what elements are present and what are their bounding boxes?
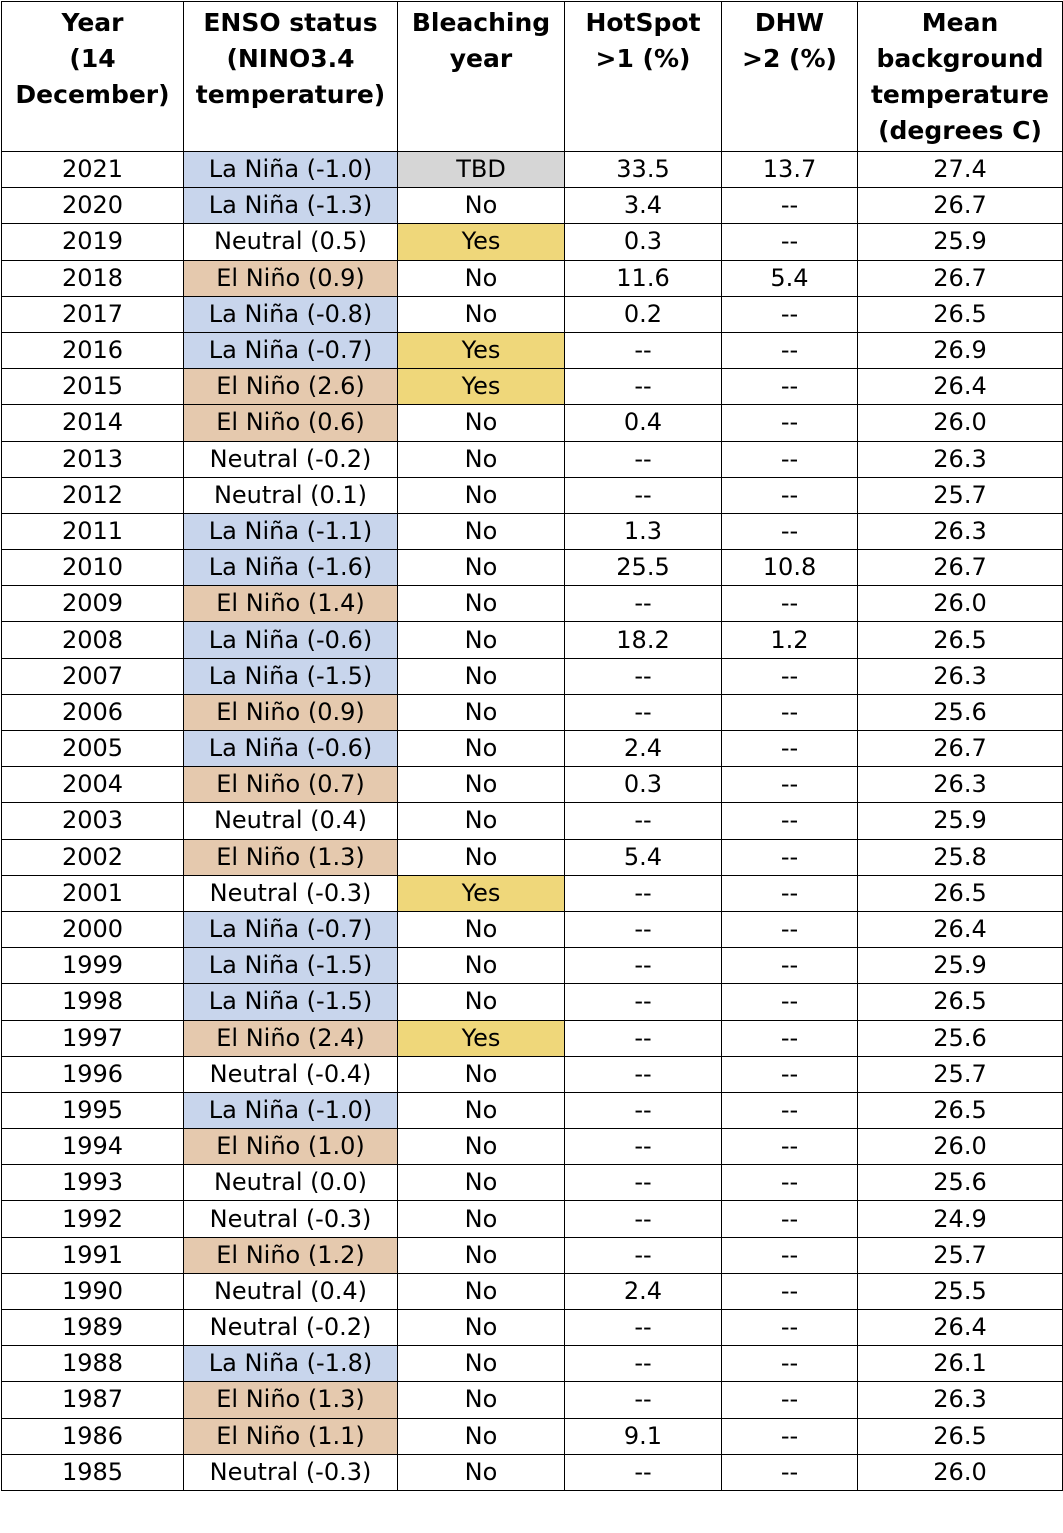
cell-dhw: -- bbox=[722, 1237, 858, 1273]
table-row bbox=[2, 658, 1063, 694]
cell-mean-temperature: 26.5 bbox=[858, 1092, 1063, 1128]
cell-dhw: -- bbox=[722, 1165, 858, 1201]
table-row bbox=[2, 1020, 1063, 1056]
cell-bleaching-year: No bbox=[398, 731, 565, 767]
cell-dhw: -- bbox=[722, 731, 858, 767]
header-line: (degrees C) bbox=[878, 116, 1042, 145]
cell-bleaching-year: No bbox=[398, 767, 565, 803]
cell-mean-temperature: 27.4 bbox=[858, 152, 1063, 188]
cell-mean-temperature: 26.7 bbox=[858, 731, 1063, 767]
cell-enso-status: Neutral (0.0) bbox=[184, 1165, 398, 1201]
cell-bleaching-year: No bbox=[398, 1346, 565, 1382]
cell-bleaching-year: No bbox=[398, 405, 565, 441]
cell-hotspot: -- bbox=[565, 803, 722, 839]
cell-mean-temperature: 26.4 bbox=[858, 369, 1063, 405]
cell-dhw: 10.8 bbox=[722, 550, 858, 586]
header-line: temperature) bbox=[195, 80, 386, 109]
cell-year: 2015 bbox=[2, 369, 184, 405]
cell-hotspot: 9.1 bbox=[565, 1418, 722, 1454]
table-row bbox=[2, 296, 1063, 332]
cell-dhw: -- bbox=[722, 658, 858, 694]
cell-bleaching-year: No bbox=[398, 550, 565, 586]
cell-enso-status: Neutral (-0.3) bbox=[184, 1454, 398, 1490]
cell-hotspot: -- bbox=[565, 911, 722, 947]
cell-year: 2002 bbox=[2, 839, 184, 875]
cell-hotspot: -- bbox=[565, 477, 722, 513]
cell-mean-temperature: 25.7 bbox=[858, 1237, 1063, 1273]
cell-bleaching-year: No bbox=[398, 1237, 565, 1273]
cell-mean-temperature: 26.0 bbox=[858, 405, 1063, 441]
table-row bbox=[2, 911, 1063, 947]
header-bleaching-year bbox=[398, 2, 565, 152]
cell-bleaching-year: No bbox=[398, 839, 565, 875]
cell-hotspot: -- bbox=[565, 441, 722, 477]
cell-bleaching-year: No bbox=[398, 586, 565, 622]
cell-mean-temperature: 26.3 bbox=[858, 1382, 1063, 1418]
cell-enso-status: El Niño (1.3) bbox=[184, 839, 398, 875]
cell-year: 1998 bbox=[2, 984, 184, 1020]
cell-year: 2006 bbox=[2, 694, 184, 730]
header-line: DHW bbox=[754, 8, 825, 37]
cell-hotspot: 18.2 bbox=[565, 622, 722, 658]
cell-mean-temperature: 26.0 bbox=[858, 586, 1063, 622]
cell-bleaching-year: No bbox=[398, 1454, 565, 1490]
cell-dhw: -- bbox=[722, 1346, 858, 1382]
cell-hotspot: -- bbox=[565, 875, 722, 911]
header-line: December) bbox=[15, 80, 170, 109]
cell-hotspot: -- bbox=[565, 1310, 722, 1346]
cell-dhw: -- bbox=[722, 1056, 858, 1092]
cell-enso-status: El Niño (2.4) bbox=[184, 1020, 398, 1056]
table-row bbox=[2, 477, 1063, 513]
cell-bleaching-year: No bbox=[398, 1418, 565, 1454]
cell-hotspot: 1.3 bbox=[565, 513, 722, 549]
cell-bleaching-year: No bbox=[398, 1129, 565, 1165]
cell-dhw: -- bbox=[722, 1454, 858, 1490]
cell-mean-temperature: 26.3 bbox=[858, 441, 1063, 477]
cell-mean-temperature: 26.0 bbox=[858, 1454, 1063, 1490]
cell-hotspot: 2.4 bbox=[565, 1273, 722, 1309]
cell-bleaching-year: No bbox=[398, 513, 565, 549]
header-dhw bbox=[722, 2, 858, 152]
cell-enso-status: La Niña (-1.5) bbox=[184, 948, 398, 984]
cell-year: 1987 bbox=[2, 1382, 184, 1418]
header-mean-temperature bbox=[858, 2, 1063, 152]
header-line: Year bbox=[61, 8, 124, 37]
table-row bbox=[2, 1237, 1063, 1273]
cell-mean-temperature: 25.6 bbox=[858, 1020, 1063, 1056]
cell-mean-temperature: 26.7 bbox=[858, 550, 1063, 586]
cell-mean-temperature: 26.5 bbox=[858, 875, 1063, 911]
cell-hotspot: -- bbox=[565, 1020, 722, 1056]
cell-year: 2020 bbox=[2, 188, 184, 224]
cell-mean-temperature: 26.4 bbox=[858, 911, 1063, 947]
cell-enso-status: Neutral (-0.3) bbox=[184, 1201, 398, 1237]
cell-year: 2003 bbox=[2, 803, 184, 839]
cell-enso-status: La Niña (-1.3) bbox=[184, 188, 398, 224]
cell-year: 2001 bbox=[2, 875, 184, 911]
cell-year: 1992 bbox=[2, 1201, 184, 1237]
cell-hotspot: -- bbox=[565, 332, 722, 368]
cell-year: 2009 bbox=[2, 586, 184, 622]
header-line: >1 (%) bbox=[595, 44, 691, 73]
header-line: temperature bbox=[870, 80, 1050, 109]
cell-year: 2019 bbox=[2, 224, 184, 260]
cell-hotspot: -- bbox=[565, 586, 722, 622]
cell-hotspot: 0.3 bbox=[565, 224, 722, 260]
cell-year: 1996 bbox=[2, 1056, 184, 1092]
cell-hotspot: -- bbox=[565, 1056, 722, 1092]
cell-enso-status: El Niño (1.4) bbox=[184, 586, 398, 622]
table-row bbox=[2, 622, 1063, 658]
cell-hotspot: -- bbox=[565, 948, 722, 984]
cell-bleaching-year: No bbox=[398, 1165, 565, 1201]
table-row bbox=[2, 405, 1063, 441]
cell-enso-status: La Niña (-0.8) bbox=[184, 296, 398, 332]
cell-dhw: -- bbox=[722, 1092, 858, 1128]
cell-year: 2004 bbox=[2, 767, 184, 803]
cell-year: 2005 bbox=[2, 731, 184, 767]
cell-mean-temperature: 26.5 bbox=[858, 1418, 1063, 1454]
cell-dhw: -- bbox=[722, 1310, 858, 1346]
cell-hotspot: -- bbox=[565, 694, 722, 730]
cell-enso-status: Neutral (0.1) bbox=[184, 477, 398, 513]
cell-bleaching-year: No bbox=[398, 188, 565, 224]
cell-dhw: -- bbox=[722, 948, 858, 984]
table-row bbox=[2, 188, 1063, 224]
cell-dhw: -- bbox=[722, 839, 858, 875]
table-row bbox=[2, 1418, 1063, 1454]
cell-enso-status: La Niña (-1.0) bbox=[184, 1092, 398, 1128]
cell-mean-temperature: 26.5 bbox=[858, 296, 1063, 332]
cell-dhw: 5.4 bbox=[722, 260, 858, 296]
cell-dhw: -- bbox=[722, 1273, 858, 1309]
cell-bleaching-year: No bbox=[398, 1273, 565, 1309]
cell-enso-status: El Niño (2.6) bbox=[184, 369, 398, 405]
cell-hotspot: -- bbox=[565, 1129, 722, 1165]
cell-dhw: -- bbox=[722, 369, 858, 405]
table-row bbox=[2, 550, 1063, 586]
cell-dhw: -- bbox=[722, 513, 858, 549]
cell-dhw: -- bbox=[722, 224, 858, 260]
cell-year: 2016 bbox=[2, 332, 184, 368]
header-hotspot bbox=[565, 2, 722, 152]
cell-enso-status: Neutral (-0.2) bbox=[184, 441, 398, 477]
table-row bbox=[2, 1129, 1063, 1165]
cell-enso-status: El Niño (0.9) bbox=[184, 694, 398, 730]
cell-mean-temperature: 26.5 bbox=[858, 622, 1063, 658]
header-line: Bleaching bbox=[411, 8, 551, 37]
table-row bbox=[2, 513, 1063, 549]
header-line: year bbox=[449, 44, 513, 73]
cell-mean-temperature: 26.5 bbox=[858, 984, 1063, 1020]
cell-hotspot: -- bbox=[565, 984, 722, 1020]
header-line: HotSpot bbox=[585, 8, 701, 37]
cell-dhw: -- bbox=[722, 1020, 858, 1056]
cell-enso-status: La Niña (-1.5) bbox=[184, 984, 398, 1020]
table-row bbox=[2, 731, 1063, 767]
cell-mean-temperature: 26.4 bbox=[858, 1310, 1063, 1346]
cell-bleaching-year: No bbox=[398, 948, 565, 984]
cell-bleaching-year: Yes bbox=[398, 369, 565, 405]
header-line: Mean bbox=[921, 8, 999, 37]
cell-bleaching-year: No bbox=[398, 296, 565, 332]
cell-hotspot: 33.5 bbox=[565, 152, 722, 188]
cell-dhw: -- bbox=[722, 332, 858, 368]
cell-dhw: -- bbox=[722, 477, 858, 513]
cell-mean-temperature: 25.5 bbox=[858, 1273, 1063, 1309]
cell-year: 1988 bbox=[2, 1346, 184, 1382]
cell-hotspot: 0.4 bbox=[565, 405, 722, 441]
cell-dhw: -- bbox=[722, 694, 858, 730]
cell-enso-status: Neutral (-0.4) bbox=[184, 1056, 398, 1092]
cell-year: 2017 bbox=[2, 296, 184, 332]
cell-bleaching-year: No bbox=[398, 803, 565, 839]
cell-enso-status: El Niño (1.1) bbox=[184, 1418, 398, 1454]
cell-enso-status: El Niño (0.9) bbox=[184, 260, 398, 296]
cell-bleaching-year: No bbox=[398, 1382, 565, 1418]
cell-mean-temperature: 26.7 bbox=[858, 260, 1063, 296]
cell-bleaching-year: No bbox=[398, 984, 565, 1020]
cell-mean-temperature: 26.9 bbox=[858, 332, 1063, 368]
table-row bbox=[2, 1273, 1063, 1309]
header-line: (14 bbox=[69, 44, 116, 73]
cell-hotspot: 0.2 bbox=[565, 296, 722, 332]
cell-hotspot: 0.3 bbox=[565, 767, 722, 803]
cell-bleaching-year: TBD bbox=[398, 152, 565, 188]
cell-hotspot: 25.5 bbox=[565, 550, 722, 586]
cell-dhw: -- bbox=[722, 984, 858, 1020]
cell-hotspot: -- bbox=[565, 1382, 722, 1418]
cell-hotspot: 5.4 bbox=[565, 839, 722, 875]
table-row bbox=[2, 1165, 1063, 1201]
cell-enso-status: Neutral (-0.2) bbox=[184, 1310, 398, 1346]
cell-year: 2013 bbox=[2, 441, 184, 477]
cell-hotspot: 11.6 bbox=[565, 260, 722, 296]
cell-enso-status: La Niña (-0.6) bbox=[184, 731, 398, 767]
cell-dhw: -- bbox=[722, 188, 858, 224]
header-enso-status bbox=[184, 2, 398, 152]
cell-year: 1995 bbox=[2, 1092, 184, 1128]
table-row bbox=[2, 1382, 1063, 1418]
cell-year: 2021 bbox=[2, 152, 184, 188]
cell-year: 1985 bbox=[2, 1454, 184, 1490]
cell-mean-temperature: 25.7 bbox=[858, 1056, 1063, 1092]
cell-dhw: -- bbox=[722, 911, 858, 947]
cell-mean-temperature: 26.3 bbox=[858, 767, 1063, 803]
table-row bbox=[2, 441, 1063, 477]
table-header bbox=[2, 2, 1063, 152]
cell-mean-temperature: 25.6 bbox=[858, 694, 1063, 730]
table-row bbox=[2, 1201, 1063, 1237]
cell-dhw: 1.2 bbox=[722, 622, 858, 658]
cell-dhw: -- bbox=[722, 441, 858, 477]
cell-year: 1997 bbox=[2, 1020, 184, 1056]
cell-bleaching-year: No bbox=[398, 1201, 565, 1237]
cell-dhw: -- bbox=[722, 875, 858, 911]
cell-mean-temperature: 25.8 bbox=[858, 839, 1063, 875]
cell-enso-status: El Niño (1.0) bbox=[184, 1129, 398, 1165]
cell-enso-status: Neutral (0.4) bbox=[184, 803, 398, 839]
cell-hotspot: -- bbox=[565, 369, 722, 405]
cell-bleaching-year: Yes bbox=[398, 332, 565, 368]
table-row bbox=[2, 1056, 1063, 1092]
cell-bleaching-year: Yes bbox=[398, 1020, 565, 1056]
cell-bleaching-year: No bbox=[398, 694, 565, 730]
cell-dhw: -- bbox=[722, 296, 858, 332]
cell-year: 2007 bbox=[2, 658, 184, 694]
cell-year: 2000 bbox=[2, 911, 184, 947]
cell-hotspot: -- bbox=[565, 1454, 722, 1490]
cell-hotspot: -- bbox=[565, 1201, 722, 1237]
cell-enso-status: El Niño (1.3) bbox=[184, 1382, 398, 1418]
cell-dhw: -- bbox=[722, 1201, 858, 1237]
table-row bbox=[2, 152, 1063, 188]
cell-year: 1990 bbox=[2, 1273, 184, 1309]
table-row bbox=[2, 1092, 1063, 1128]
header-line: (NINO3.4 bbox=[226, 44, 355, 73]
cell-hotspot: -- bbox=[565, 1092, 722, 1128]
table-row bbox=[2, 948, 1063, 984]
table-row bbox=[2, 694, 1063, 730]
cell-year: 1989 bbox=[2, 1310, 184, 1346]
cell-year: 2012 bbox=[2, 477, 184, 513]
table-row bbox=[2, 369, 1063, 405]
table-row bbox=[2, 260, 1063, 296]
cell-enso-status: La Niña (-1.1) bbox=[184, 513, 398, 549]
cell-year: 2011 bbox=[2, 513, 184, 549]
cell-hotspot: -- bbox=[565, 658, 722, 694]
cell-mean-temperature: 26.0 bbox=[858, 1129, 1063, 1165]
cell-mean-temperature: 25.6 bbox=[858, 1165, 1063, 1201]
cell-bleaching-year: No bbox=[398, 260, 565, 296]
cell-bleaching-year: No bbox=[398, 622, 565, 658]
table-row bbox=[2, 767, 1063, 803]
header-line: background bbox=[876, 44, 1044, 73]
table-row bbox=[2, 875, 1063, 911]
cell-dhw: -- bbox=[722, 1418, 858, 1454]
cell-year: 2014 bbox=[2, 405, 184, 441]
cell-year: 1993 bbox=[2, 1165, 184, 1201]
table-row bbox=[2, 224, 1063, 260]
cell-enso-status: El Niño (0.7) bbox=[184, 767, 398, 803]
cell-mean-temperature: 25.9 bbox=[858, 948, 1063, 984]
table-row bbox=[2, 984, 1063, 1020]
cell-enso-status: La Niña (-0.7) bbox=[184, 911, 398, 947]
table-row bbox=[2, 1454, 1063, 1490]
cell-mean-temperature: 25.7 bbox=[858, 477, 1063, 513]
cell-enso-status: Neutral (0.4) bbox=[184, 1273, 398, 1309]
cell-bleaching-year: Yes bbox=[398, 875, 565, 911]
cell-hotspot: 3.4 bbox=[565, 188, 722, 224]
cell-enso-status: La Niña (-1.6) bbox=[184, 550, 398, 586]
cell-enso-status: La Niña (-0.7) bbox=[184, 332, 398, 368]
cell-bleaching-year: No bbox=[398, 1310, 565, 1346]
cell-enso-status: El Niño (1.2) bbox=[184, 1237, 398, 1273]
cell-mean-temperature: 24.9 bbox=[858, 1201, 1063, 1237]
cell-enso-status: El Niño (0.6) bbox=[184, 405, 398, 441]
cell-year: 1994 bbox=[2, 1129, 184, 1165]
table-row bbox=[2, 332, 1063, 368]
table-body bbox=[2, 152, 1063, 1491]
cell-year: 1999 bbox=[2, 948, 184, 984]
cell-year: 2010 bbox=[2, 550, 184, 586]
cell-mean-temperature: 26.1 bbox=[858, 1346, 1063, 1382]
cell-mean-temperature: 26.7 bbox=[858, 188, 1063, 224]
header-year bbox=[2, 2, 184, 152]
cell-hotspot: -- bbox=[565, 1346, 722, 1382]
table-row bbox=[2, 586, 1063, 622]
table-row bbox=[2, 839, 1063, 875]
cell-year: 2008 bbox=[2, 622, 184, 658]
cell-dhw: -- bbox=[722, 405, 858, 441]
cell-bleaching-year: No bbox=[398, 1056, 565, 1092]
cell-hotspot: -- bbox=[565, 1237, 722, 1273]
cell-mean-temperature: 25.9 bbox=[858, 803, 1063, 839]
table-row bbox=[2, 1310, 1063, 1346]
cell-bleaching-year: No bbox=[398, 1092, 565, 1128]
header-line: ENSO status bbox=[203, 8, 378, 37]
cell-hotspot: 2.4 bbox=[565, 731, 722, 767]
cell-year: 1991 bbox=[2, 1237, 184, 1273]
cell-hotspot: -- bbox=[565, 1165, 722, 1201]
cell-dhw: -- bbox=[722, 1382, 858, 1418]
cell-enso-status: Neutral (0.5) bbox=[184, 224, 398, 260]
cell-dhw: -- bbox=[722, 803, 858, 839]
cell-enso-status: La Niña (-1.5) bbox=[184, 658, 398, 694]
cell-bleaching-year: No bbox=[398, 658, 565, 694]
cell-dhw: -- bbox=[722, 767, 858, 803]
cell-dhw: 13.7 bbox=[722, 152, 858, 188]
cell-enso-status: La Niña (-0.6) bbox=[184, 622, 398, 658]
cell-enso-status: La Niña (-1.0) bbox=[184, 152, 398, 188]
cell-bleaching-year: No bbox=[398, 911, 565, 947]
cell-mean-temperature: 25.9 bbox=[858, 224, 1063, 260]
cell-enso-status: Neutral (-0.3) bbox=[184, 875, 398, 911]
cell-bleaching-year: No bbox=[398, 477, 565, 513]
cell-dhw: -- bbox=[722, 586, 858, 622]
cell-mean-temperature: 26.3 bbox=[858, 658, 1063, 694]
cell-enso-status: La Niña (-1.8) bbox=[184, 1346, 398, 1382]
table-row bbox=[2, 1346, 1063, 1382]
cell-year: 2018 bbox=[2, 260, 184, 296]
header-line: >2 (%) bbox=[742, 44, 837, 73]
cell-bleaching-year: Yes bbox=[398, 224, 565, 260]
table-row bbox=[2, 803, 1063, 839]
cell-year: 1986 bbox=[2, 1418, 184, 1454]
cell-bleaching-year: No bbox=[398, 441, 565, 477]
header-row bbox=[2, 2, 1063, 152]
cell-mean-temperature: 26.3 bbox=[858, 513, 1063, 549]
enso-bleaching-table bbox=[1, 1, 1063, 1491]
cell-dhw: -- bbox=[722, 1129, 858, 1165]
